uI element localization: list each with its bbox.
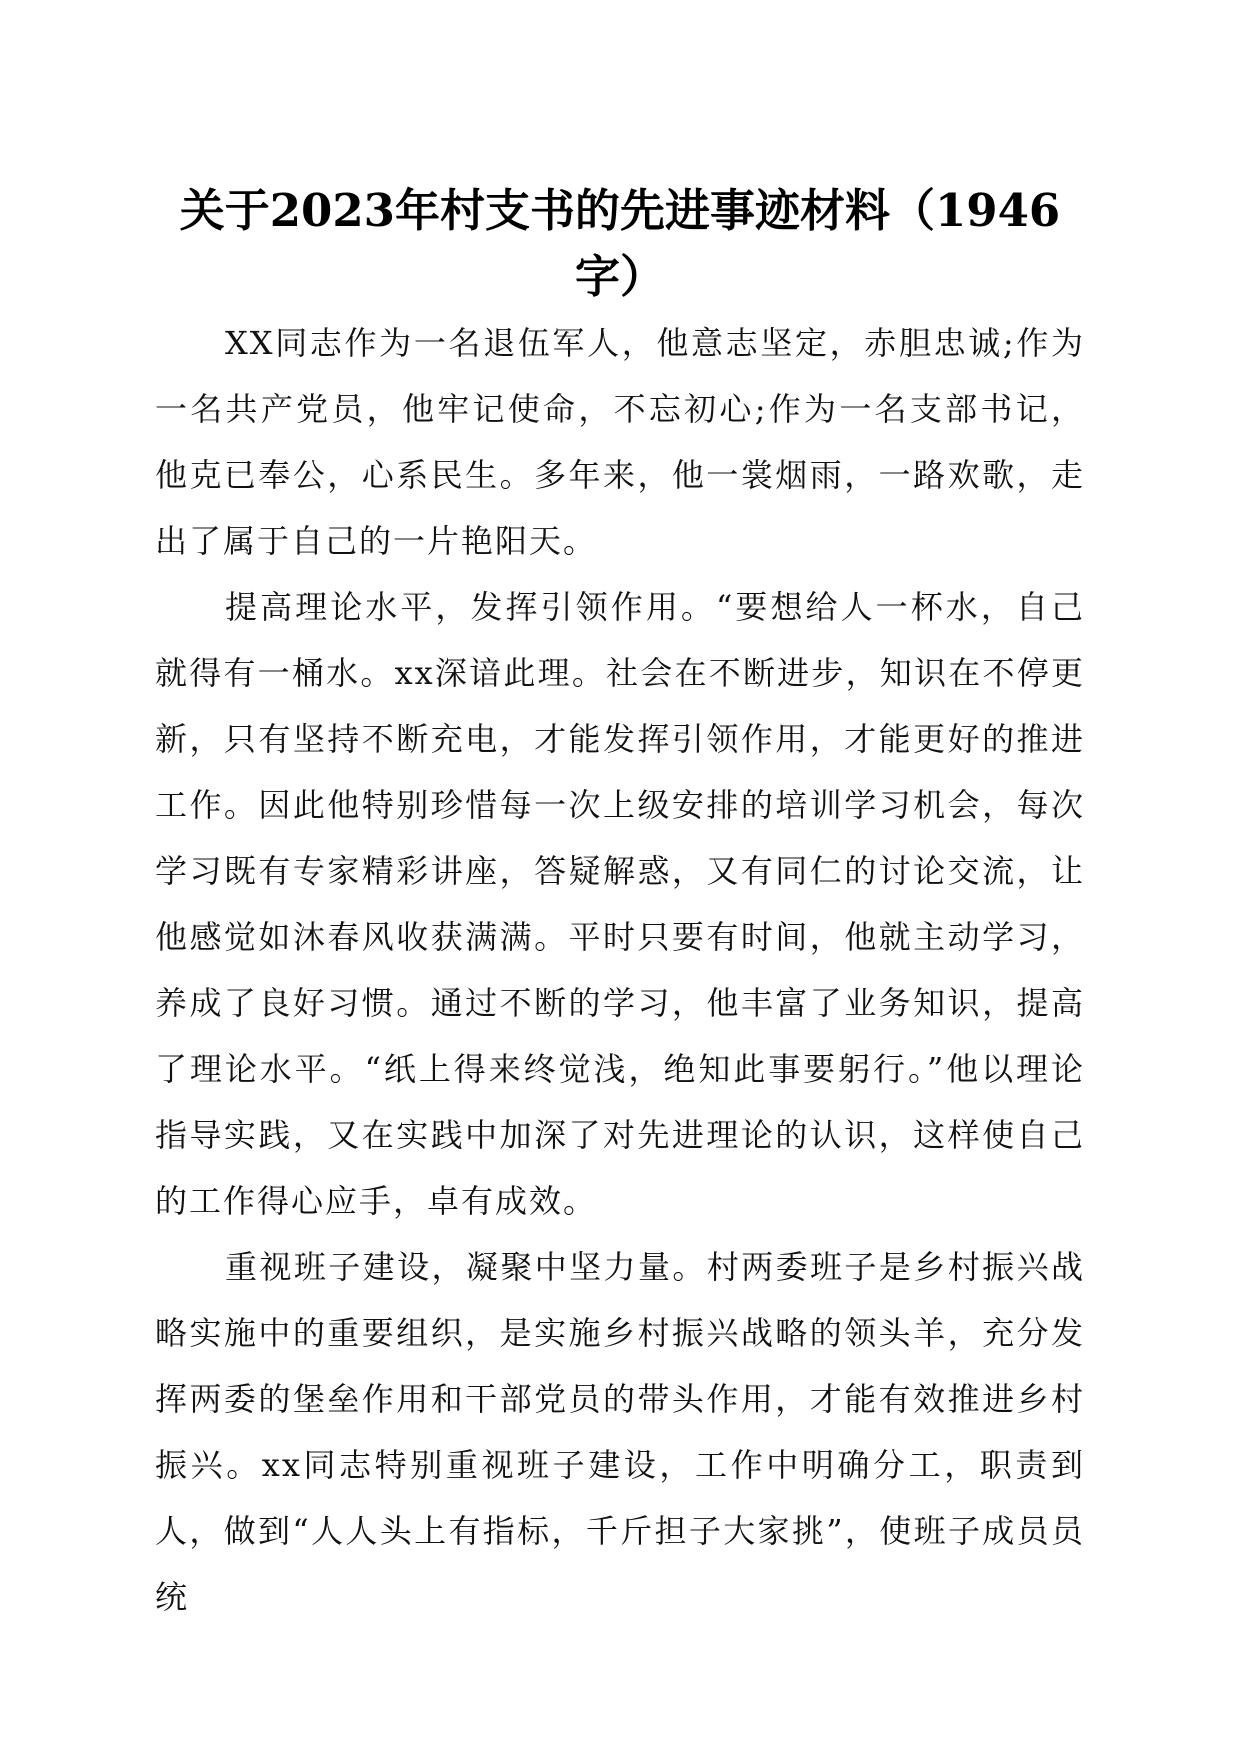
paragraph-team: 重视班子建设，凝聚中坚力量。村两委班子是乡村振兴战略实施中的重要组织，是实施乡村振兴战略的领头羊，充分发挥两委的堡垒作用和干部党员的带头作用，才能有效推进乡村振兴。xx同志特别重视班子建设，工作中明确分工，职责到人，做到“人人头上有指标，千斤担子大家挑”，使班子成员员统	[155, 1248, 1085, 1616]
document-body	[155, 310, 1085, 1630]
document-title: 关于2023年村支书的先进事迹材料（1946字）	[179, 184, 1061, 303]
paragraph-intro: XX同志作为一名退伍军人，他意志坚定，赤胆忠诚;作为一名共产党员，他牢记使命，不忘初心;作为一名支部书记，他克已奉公，心系民生。多年来，他一裳烟雨，一路欢歌，走出了属于自己的一片艳阳天。	[155, 324, 1085, 560]
paragraph-theory: 提高理论水平，发挥引领作用。“要想给人一杯水，自己就得有一桶水。xx深谙此理。社会在不断进步，知识在不停更新，只有坚持不断充电，才能发挥引领作用，才能更好的推进工作。因此他特别珍惜每一次上级安排的培训学习机会，每次学习既有专家精彩讲座，答疑解惑，又有同仁的讨论交流，让他感觉如沐春风收获满满。平时只要有时间，他就主动学习，养成了良好习惯。通过不断的学习，他丰富了业务知识，提高了理论水平。“纸上得来终觉浅，绝知此事要躬行。”他以理论指导实践，又在实践中加深了对先进理论的认识，这样使自己的工作得心应手，卓有成效。	[155, 588, 1085, 1220]
